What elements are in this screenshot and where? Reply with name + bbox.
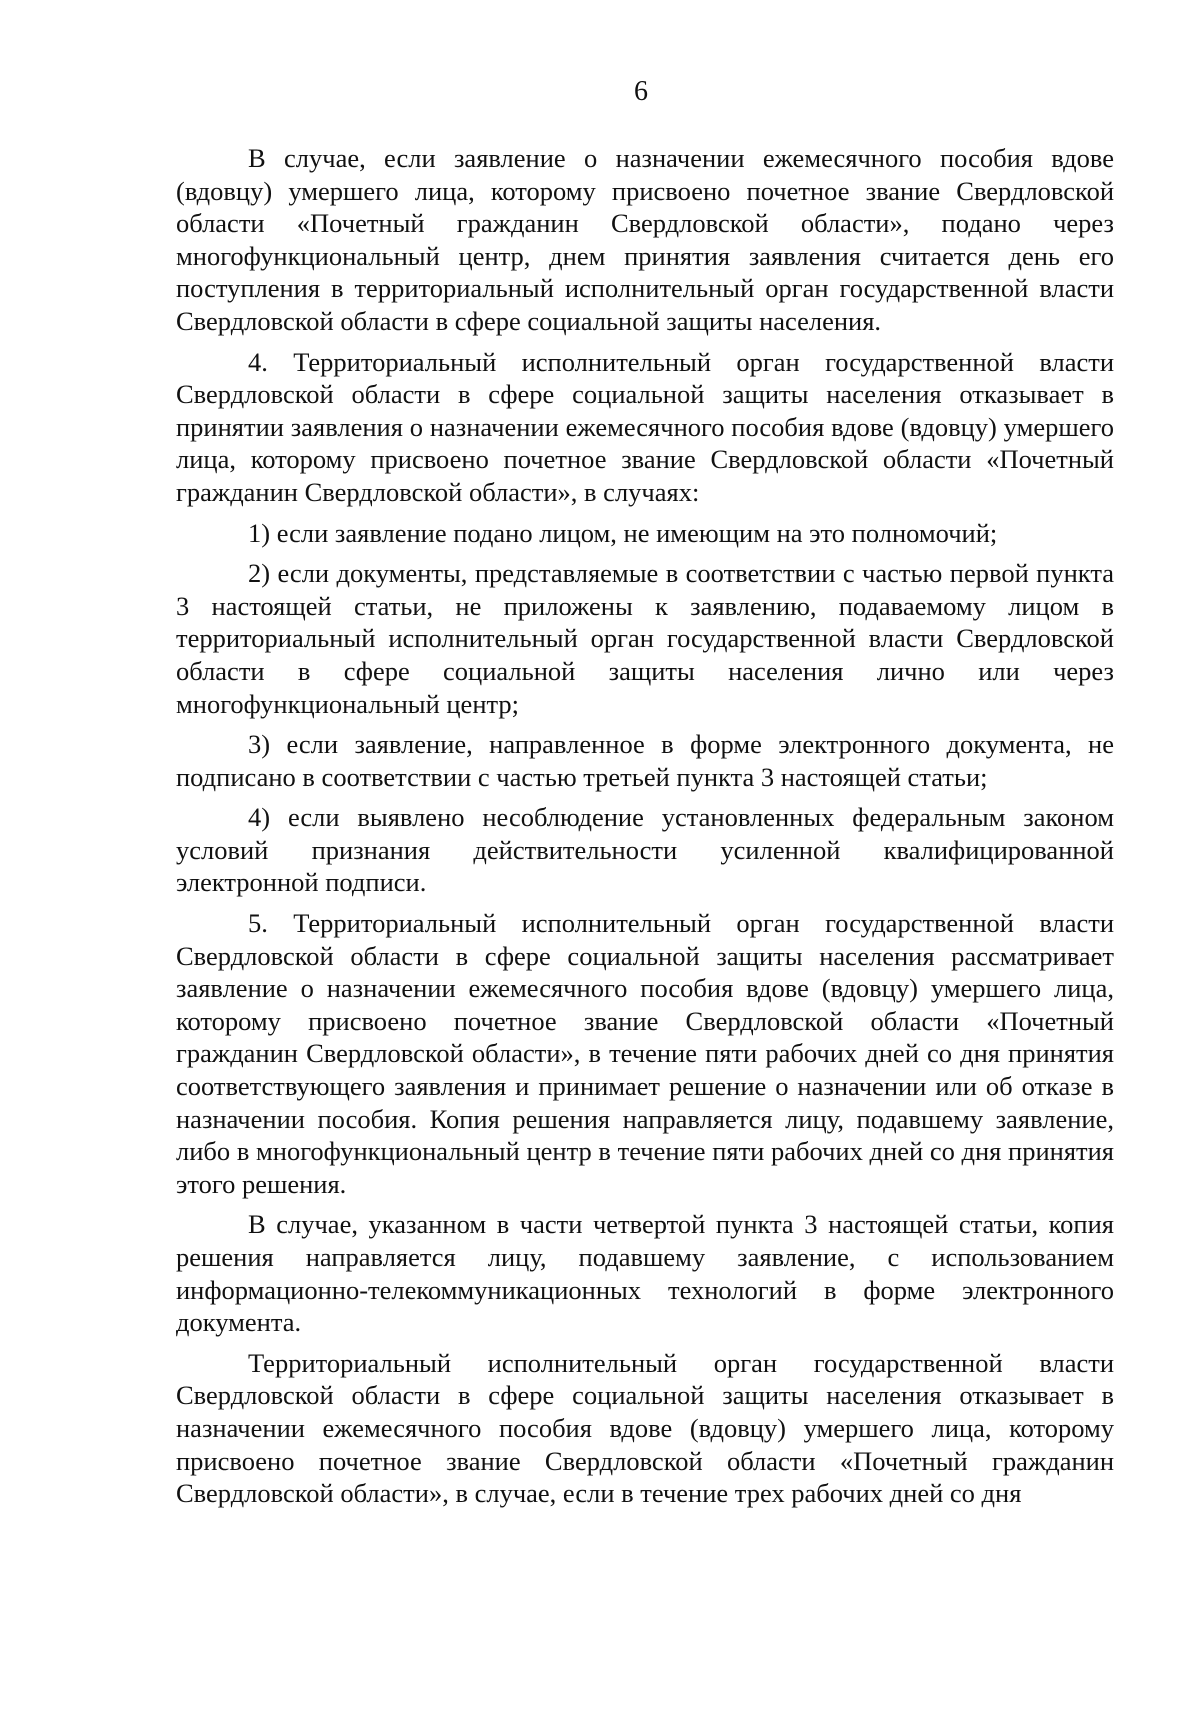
paragraph-multifunctional-center: В случае, если заявление о назначении ежемесячного пособия вдове (вдовцу) умершего лица, которому присвоено почетное звание Свердловской области «Почетный гражданин Свердловской области», подано через многофункциональный центр, днем принятия заявления считается день его поступления в территориальный исполнительный орган государственной власти Свердловской области в сфере социальной защиты населения. xyxy=(176,143,1114,336)
paragraph-item-4: 4. Территориальный исполнительный орган государственной власти Свердловской области в сфере социальной защиты населения отказывает в принятии заявления о назначении ежемесячного пособия вдове (вдовцу) умершего лица, которому присвоено почетное звание Свердловской области «Почетный гражданин Свердловской области», в случаях: xyxy=(176,346,1114,507)
page-number: 6 xyxy=(634,76,648,107)
paragraph-subitem-3: 3) если заявление, направленное в форме электронного документа, не подписано в соответствии с частью третьей пункта 3 настоящей статьи; xyxy=(176,729,1114,792)
paragraph-electronic-copy: В случае, указанном в части четвертой пункта 3 настоящей статьи, копия решения направляется лицу, подавшему заявление, с использованием информационно-телекоммуникационных технологий в форме электронного документа. xyxy=(176,1209,1114,1338)
paragraph-subitem-1: 1) если заявление подано лицом, не имеющим на это полномочий; xyxy=(248,517,998,548)
paragraph-refusal: Территориальный исполнительный орган государственной власти Свердловской области в сфере социальной защиты населения отказывает в назначении ежемесячного пособия вдове (вдовцу) умершего лица, которому присвоено почетное звание Свердловской области «Почетный гражданин Свердловской области», в случае, если в течение трех рабочих дней со дня xyxy=(176,1347,1114,1509)
paragraph-subitem-2: 2) если документы, представляемые в соответствии с частью первой пункта 3 настоящей статьи, не приложены к заявлению, подаваемому лицом в территориальный исполнительный орган государственной власти Свердловской области в сфере социальной защиты населения лично или через многофункциональный центр; xyxy=(176,558,1114,719)
paragraph-item-5: 5. Территориальный исполнительный орган государственной власти Свердловской области в сфере социальной защиты населения рассматривает заявление о назначении ежемесячного пособия вдове (вдовцу) умершего лица, которому присвоено почетное звание Свердловской области «Почетный гражданин Свердловской области», в течение пяти рабочих дней со дня принятия соответствующего заявления и принимает решение о назначении или об отказе в назначении пособия. Копия решения направляется лицу, подавшему заявление, либо в многофункциональный центр в течение пяти рабочих дней со дня принятия этого решения. xyxy=(176,908,1114,1199)
document-body xyxy=(176,142,1114,1518)
paragraph-subitem-4: 4) если выявлено несоблюдение установленных федеральным законом условий признания действительности усиленной квалифицированной электронной подписи. xyxy=(176,802,1114,898)
